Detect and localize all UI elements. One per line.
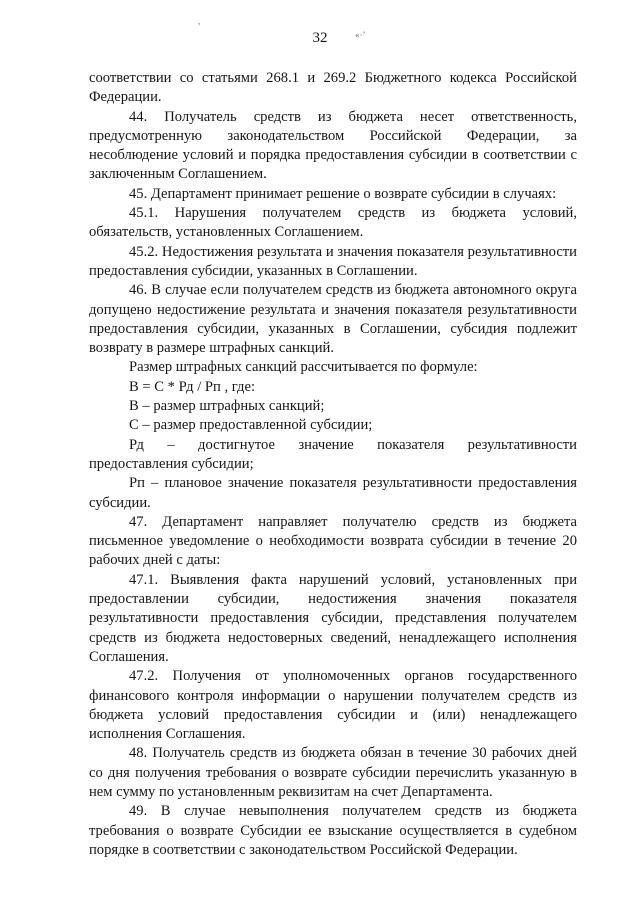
paragraph-formula-rd: Рд – достигнутое значение показателя результативности предоставления субсидии; bbox=[89, 436, 577, 472]
document-body bbox=[89, 69, 577, 860]
paragraph-continuation: соответствии со статьями 268.1 и 269.2 Бюджетного кодекса Российской Федерации. bbox=[89, 70, 577, 106]
paragraph-49: 49. В случае невыполнения получателем средств из бюджета требования о возврате Субсидии ее взыскание осуществляется в судебном порядке в соответствии с законодательством Российской Федерации. bbox=[89, 803, 577, 858]
paragraph-formula-b: В – размер штрафных санкций; bbox=[129, 398, 325, 415]
scan-mark: , bbox=[198, 16, 201, 26]
paragraph-formula: В = С * Рд / Рп , где: bbox=[129, 378, 256, 395]
scan-mark: «·’ bbox=[355, 30, 366, 40]
paragraph-45: 45. Департамент принимает решение о возврате субсидии в случаях: bbox=[129, 185, 557, 202]
paragraph-47-2: 47.2. Получения от уполномоченных органов государственного финансового контроля информации о нарушении получателем средств из бюджета условий предоставления субсидии и (или) ненадлежащего исполнения Соглашения. bbox=[89, 668, 577, 743]
paragraph-47-1: 47.1. Выявления факта нарушений условий, установленных при предоставлении субсидии, недостижения значения показателя результативности предоставления субсидии, представления получателем средств из бюджета недостоверных сведений, ненадлежащего исполнения Соглашения. bbox=[89, 571, 577, 665]
paragraph-45-1: 45.1. Нарушения получателем средств из бюджета условий, обязательств, установленных Соглашением. bbox=[89, 205, 577, 241]
paragraph-formula-intro: Размер штрафных санкций рассчитывается по формуле: bbox=[129, 359, 478, 376]
paragraph-45-2: 45.2. Недостижения результата и значения показателя результативности предоставления субсидии, указанных в Соглашении. bbox=[89, 243, 577, 279]
page-number: 32 bbox=[312, 30, 328, 46]
paragraph-44: 44. Получатель средств из бюджета несет ответственность, предусмотренную законодательством Российской Федерации, за несоблюдение условий и порядка предоставления субсидии в соответствии с заключенным Соглашением. bbox=[89, 108, 577, 183]
paragraph-46: 46. В случае если получателем средств из бюджета автономного округа допущено недостижение результата и значения показателя результативности предоставления субсидии, указанных в Соглашении, субсидия подлежит возврату в размере штрафных санкций. bbox=[89, 282, 577, 357]
paragraph-47: 47. Департамент направляет получателю средств из бюджета письменное уведомление о необходимости возврата субсидии в течение 20 рабочих дней с даты: bbox=[89, 513, 577, 569]
paragraph-48: 48. Получатель средств из бюджета обязан в течение 30 рабочих дней со дня получения требования о возврате субсидии перечислить указанную в нем сумму по установленным реквизитам на счет Департамента. bbox=[89, 745, 577, 800]
paragraph-formula-c: С – размер предоставленной субсидии; bbox=[129, 417, 373, 434]
paragraph-formula-rp: Рп – плановое значение показателя результативности предоставления субсидии. bbox=[89, 475, 577, 511]
